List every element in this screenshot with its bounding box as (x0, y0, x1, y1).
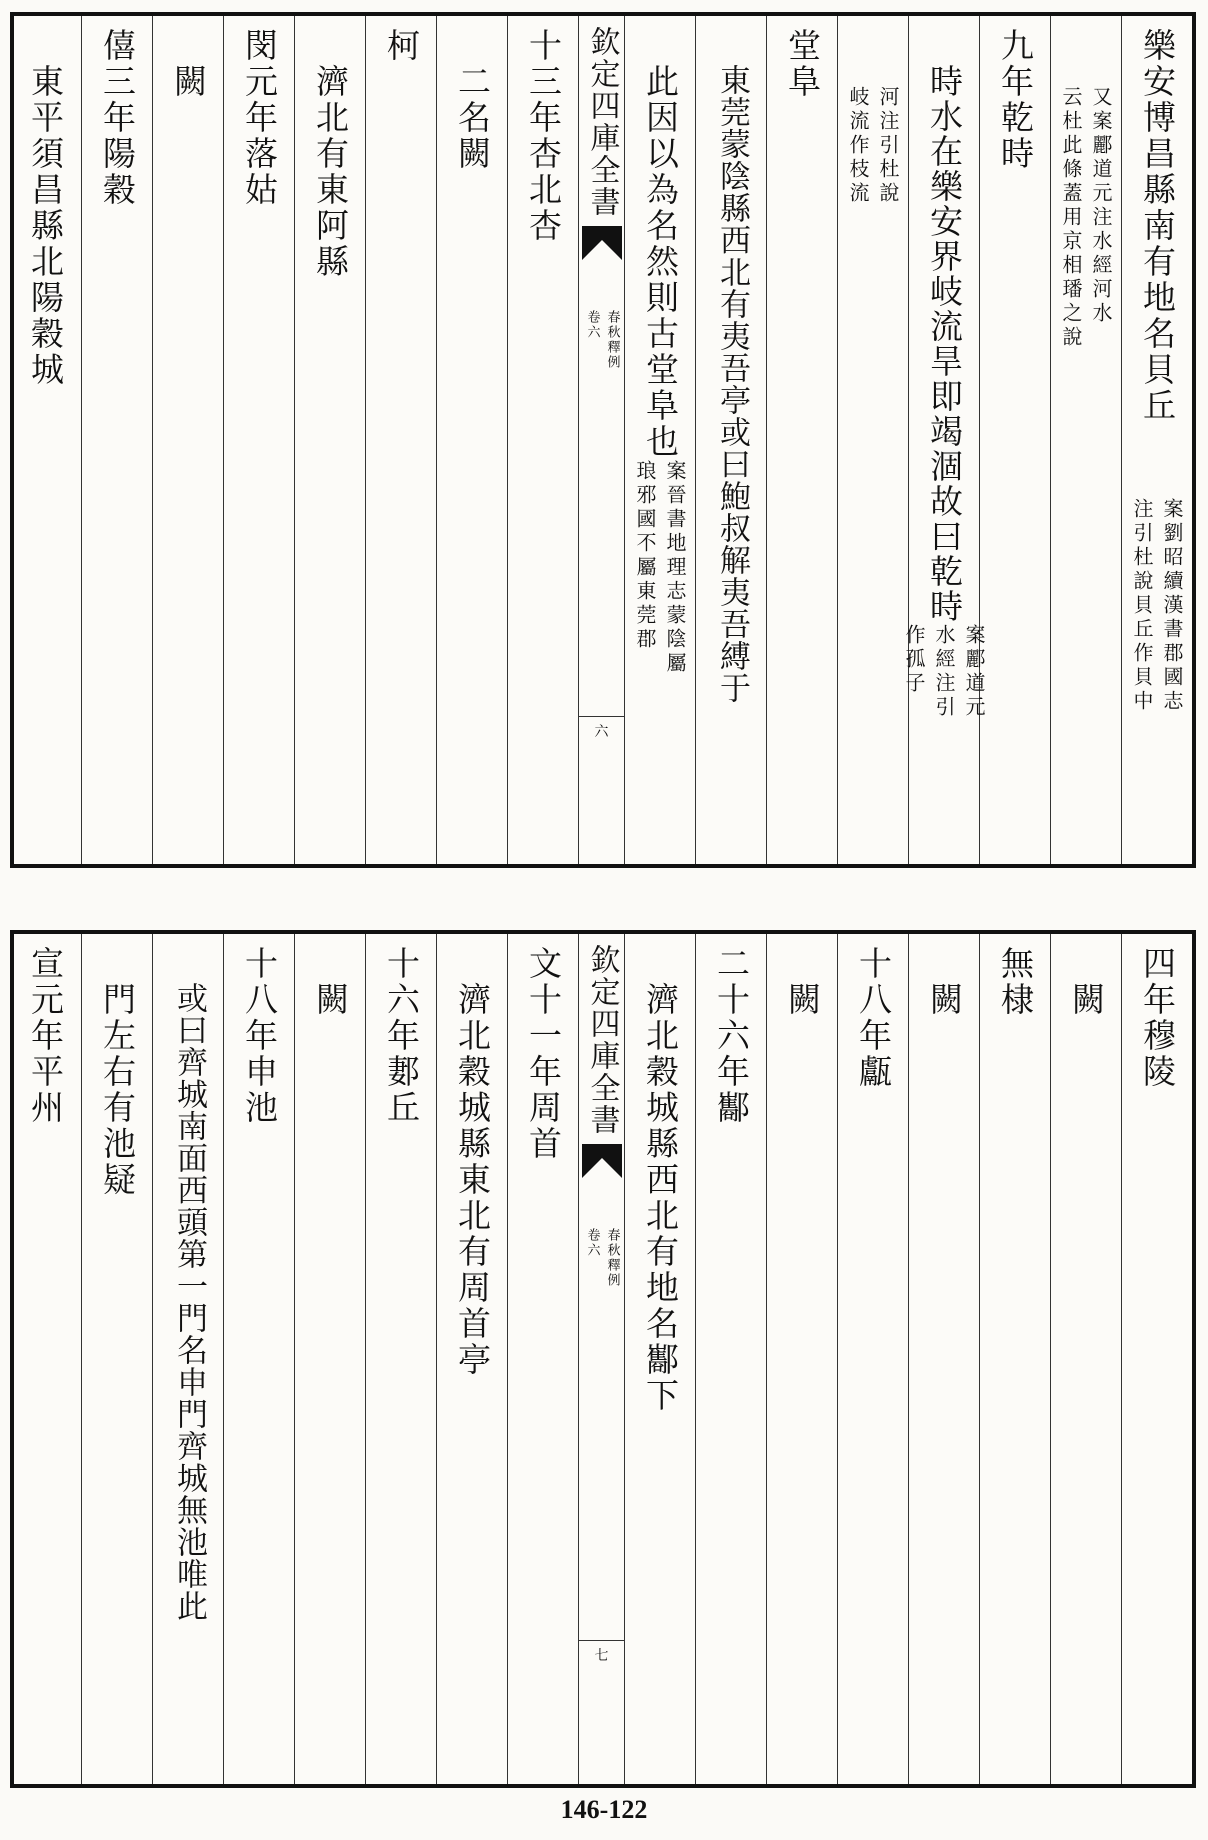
top-col-14 (152, 16, 223, 864)
top-col-16 (10, 16, 81, 864)
main-text: 二名闕 (453, 64, 492, 172)
bottom-col-6 (766, 934, 837, 1784)
top-col-5 (837, 16, 908, 864)
fishtail-mark-icon (582, 226, 622, 260)
book-info (579, 310, 624, 370)
main-text: 十六年郪丘 (382, 946, 421, 1126)
annotation (903, 624, 985, 720)
bottom-col-15 (81, 934, 152, 1784)
book-title: 春秋釋例 (604, 310, 620, 370)
top-col-2 (1050, 16, 1121, 864)
main-text: 濟北穀城縣東北有周首亭 (453, 982, 492, 1378)
collection-title: 欽定四庫全書 (584, 26, 620, 218)
top-col-12 (294, 16, 365, 864)
top-columns (14, 16, 1192, 864)
bottom-col-16 (10, 934, 81, 1784)
bottom-col-10 (436, 934, 507, 1784)
top-col-3 (979, 16, 1050, 864)
volume-label: 卷六 (584, 310, 600, 340)
page-footer-number: 146-122 (560, 1795, 648, 1824)
bottom-page (10, 930, 1196, 1788)
main-text: 濟北有東阿縣 (311, 64, 350, 280)
main-text: 東莞蒙陰縣西北有夷吾亭或曰鮑叔解夷吾縛于 (714, 64, 750, 704)
leaf-number: 六 (579, 716, 624, 741)
top-col-6 (766, 16, 837, 864)
top-col-7 (695, 16, 766, 864)
main-text: 宣元年平州 (26, 946, 65, 1126)
main-text: 闕 (925, 982, 964, 1018)
bottom-columns (14, 934, 1192, 1784)
bottom-col-14 (152, 934, 223, 1784)
bottom-col-2 (1050, 934, 1121, 1784)
main-text: 四年穆陵 (1138, 946, 1177, 1090)
top-gutter (578, 16, 624, 864)
bottom-col-5 (837, 934, 908, 1784)
annotation-line: 注引杜說貝丘作貝中 (1130, 498, 1154, 714)
bottom-col-3 (979, 934, 1050, 1784)
annotation-line: 琅邪國不屬東莞郡 (633, 460, 657, 652)
annotation-line: 案劉昭續漢書郡國志 (1160, 498, 1184, 714)
main-text: 十三年杏北杏 (524, 28, 563, 244)
main-text: 或曰齊城南面西頭第一門名申門齊城無池唯此 (171, 982, 207, 1622)
bottom-gutter (578, 934, 624, 1784)
main-text: 柯 (382, 28, 421, 64)
annotation-line: 水經注引 (932, 624, 956, 720)
bottom-col-7 (695, 934, 766, 1784)
annotation-line: 作孤子 (902, 624, 926, 696)
top-col-11 (365, 16, 436, 864)
main-text: 門左右有池疑 (98, 982, 137, 1198)
annotation (634, 460, 686, 676)
top-col-13 (223, 16, 294, 864)
annotation (838, 16, 908, 206)
main-text: 東平須昌縣北陽穀城 (26, 64, 65, 388)
top-col-9 (507, 16, 578, 864)
top-col-8 (624, 16, 695, 864)
main-text: 十八年申池 (240, 946, 279, 1126)
bottom-col-9 (507, 934, 578, 1784)
top-col-1 (1121, 16, 1192, 864)
main-text: 僖三年陽穀 (98, 28, 137, 208)
main-text: 堂阜 (783, 28, 822, 100)
book-info (579, 1228, 624, 1288)
annotation-line: 云杜此條蓋用京相璠之說 (1059, 86, 1083, 350)
main-text: 此因以為名然則古堂阜也 (641, 64, 680, 460)
main-text: 樂安博昌縣南有地名貝丘 (1138, 28, 1177, 424)
main-text: 無棣 (996, 946, 1035, 1018)
fishtail-mark-icon (582, 1144, 622, 1178)
main-text: 闕 (169, 64, 208, 100)
bottom-col-12 (294, 934, 365, 1784)
annotation (1131, 498, 1183, 714)
collection-title: 欽定四庫全書 (584, 944, 620, 1136)
main-text: 十八年甗 (854, 946, 893, 1090)
leaf-number: 七 (579, 1640, 624, 1665)
main-text: 闕 (783, 982, 822, 1018)
main-text: 闕 (1067, 982, 1106, 1018)
main-text: 濟北穀城縣西北有地名酅下 (641, 982, 680, 1414)
book-title: 春秋釋例 (604, 1228, 620, 1288)
top-col-4 (902, 16, 986, 864)
top-col-15 (81, 16, 152, 864)
bottom-col-1 (1121, 934, 1192, 1784)
main-text: 時水在樂安界岐流旱即竭涸故曰乾時 (925, 64, 964, 624)
main-text: 文十一年周首 (524, 946, 563, 1162)
top-col-10 (436, 16, 507, 864)
bottom-col-13 (223, 934, 294, 1784)
main-text: 閔元年落姑 (240, 28, 279, 208)
annotation-line: 河注引杜說 (876, 86, 900, 206)
annotation-line: 岐流作枝流 (846, 86, 870, 206)
main-text: 闕 (311, 982, 350, 1018)
annotation-line: 案晉書地理志蒙陰屬 (663, 460, 687, 676)
main-text: 二十六年酅 (712, 946, 751, 1126)
main-text: 九年乾時 (996, 28, 1035, 172)
bottom-col-4 (908, 934, 979, 1784)
bottom-col-11 (365, 934, 436, 1784)
bottom-col-8 (624, 934, 695, 1784)
annotation-line: 又案酈道元注水經河水 (1089, 86, 1113, 326)
top-page (10, 12, 1196, 868)
annotation-line: 案酈道元 (962, 624, 986, 720)
annotation (1051, 16, 1121, 350)
volume-label: 卷六 (584, 1228, 600, 1258)
